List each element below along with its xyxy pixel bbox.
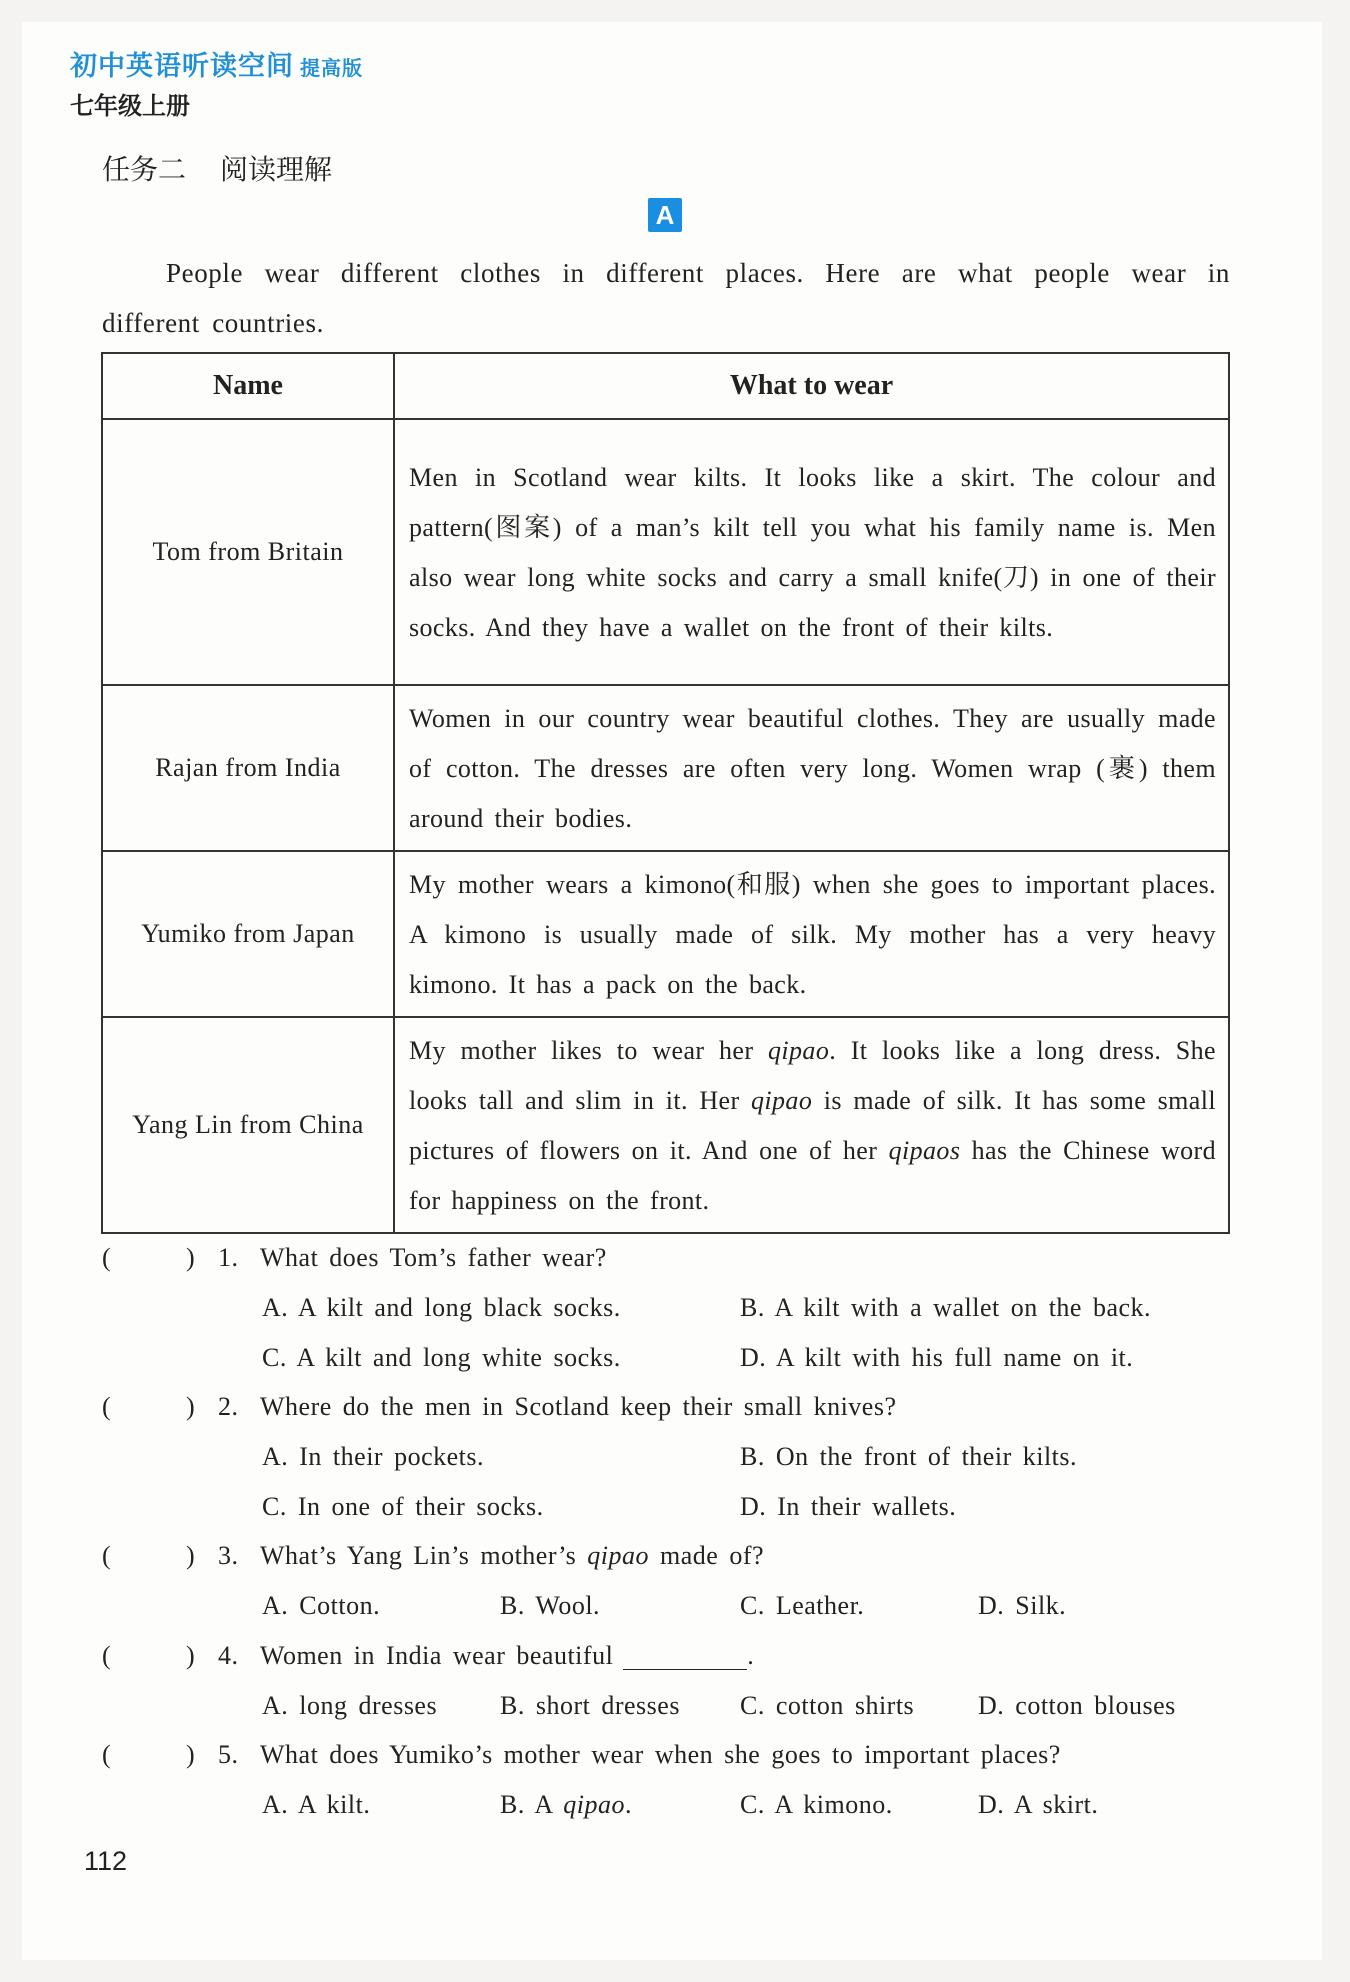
- table-row: [102, 419, 1229, 685]
- answer-bracket-close: ): [186, 1541, 196, 1570]
- option-c: C. In one of their socks.: [262, 1492, 544, 1521]
- table-row: [102, 685, 1229, 851]
- table-header-name: Name: [102, 353, 394, 419]
- answer-bracket-close: ): [186, 1392, 196, 1421]
- intro-paragraph: People wear different clothes in different places. Here are what people wear in different countries.: [102, 258, 1230, 338]
- book-title: [70, 44, 363, 83]
- person-name: Tom from Britain: [102, 419, 394, 685]
- option-c: C. cotton shirts: [740, 1691, 915, 1720]
- option-a: A. Cotton.: [262, 1591, 381, 1620]
- option-part: B. A: [500, 1790, 564, 1819]
- stem-end: .: [747, 1641, 755, 1670]
- option-b: B. On the front of their kilts.: [740, 1442, 1078, 1471]
- option-a: A. A kilt and long black socks.: [262, 1293, 621, 1322]
- question-number: 4.: [218, 1641, 239, 1670]
- passage-label-badge: A: [648, 198, 682, 232]
- option-d: D. Silk.: [978, 1591, 1067, 1620]
- stem-text: Women in India wear beautiful: [260, 1641, 614, 1670]
- answer-blank: [623, 1645, 747, 1670]
- text-part: My mother likes to wear her: [409, 1036, 768, 1065]
- clothing-description: [394, 1017, 1229, 1233]
- question-stem: What does Yumiko’s mother wear when she goes to important places?: [260, 1740, 1061, 1769]
- table-row: [102, 1017, 1229, 1233]
- text-part: has the Chinese word for happiness on the front.: [409, 1136, 1216, 1215]
- question-stem: Where do the men in Scotland keep their small knives?: [260, 1392, 897, 1421]
- stem-part: What’s Yang Lin’s mother’s: [260, 1541, 588, 1570]
- answer-bracket-open: (: [102, 1541, 112, 1570]
- option-d: D. In their wallets.: [740, 1492, 957, 1521]
- answer-bracket-close: ): [186, 1641, 196, 1670]
- stem-part: made of?: [649, 1541, 765, 1570]
- option-c: C. Leather.: [740, 1591, 865, 1620]
- option-d: D. A kilt with his full name on it.: [740, 1343, 1134, 1372]
- answer-bracket-open: (: [102, 1243, 112, 1272]
- option-a: A. A kilt.: [262, 1790, 371, 1819]
- answer-bracket-open: (: [102, 1740, 112, 1769]
- clothing-description: My mother wears a kimono(和服) when she goes to important places. A kimono is usually made of silk. My mother has a very heavy kimono. It has a pack on the back.: [394, 851, 1229, 1017]
- answer-bracket-close: ): [186, 1740, 196, 1769]
- option-a: A. long dresses: [262, 1691, 438, 1720]
- option-b: B. short dresses: [500, 1691, 680, 1720]
- option-c: C. A kilt and long white socks.: [262, 1343, 621, 1372]
- person-name: Rajan from India: [102, 685, 394, 851]
- answer-bracket-open: (: [102, 1641, 112, 1670]
- option-c: C. A kimono.: [740, 1790, 893, 1819]
- page-number: 112: [84, 1846, 128, 1876]
- italic-term: qipao: [768, 1036, 830, 1065]
- question-number: 5.: [218, 1740, 239, 1769]
- book-edition: 提高版: [300, 56, 363, 80]
- question-number: 1.: [218, 1243, 239, 1272]
- option-b: B. Wool.: [500, 1591, 601, 1620]
- italic-term: qipao: [563, 1790, 625, 1819]
- option-b: B. A kilt with a wallet on the back.: [740, 1293, 1152, 1322]
- option-d: D. A skirt.: [978, 1790, 1099, 1819]
- clothes-table: [101, 352, 1230, 1234]
- section-title: [102, 148, 332, 188]
- book-title-text: 初中英语听读空间: [70, 51, 294, 82]
- italic-term: qipaos: [888, 1136, 961, 1165]
- question-number: 2.: [218, 1392, 239, 1421]
- italic-term: qipao: [751, 1086, 813, 1115]
- answer-bracket-open: (: [102, 1392, 112, 1421]
- question-stem: [260, 1541, 764, 1571]
- table-row: [102, 851, 1229, 1017]
- option-b: [500, 1790, 632, 1820]
- person-name: Yumiko from Japan: [102, 851, 394, 1017]
- table-header-what-to-wear: What to wear: [394, 353, 1229, 419]
- question-number: 3.: [218, 1541, 239, 1570]
- option-a: A. In their pockets.: [262, 1442, 485, 1471]
- text-part: is made of silk. It has some small pictures of flowers on it. And one of her: [409, 1086, 1216, 1165]
- section-title-part1: 任务二: [102, 153, 187, 186]
- person-name: Yang Lin from China: [102, 1017, 394, 1233]
- question-stem: What does Tom’s father wear?: [260, 1243, 607, 1272]
- option-d: D. cotton blouses: [978, 1691, 1176, 1720]
- question-stem: [260, 1641, 754, 1671]
- clothing-description: Women in our country wear beautiful clothes. They are usually made of cotton. The dresses are often very long. Women wrap (裹) them around their bodies.: [394, 685, 1229, 851]
- option-part: .: [624, 1790, 632, 1819]
- italic-term: qipao: [587, 1541, 650, 1570]
- table-header-row: [102, 353, 1229, 419]
- section-title-part2: 阅读理解: [220, 153, 333, 186]
- text-part: . It looks like a long dress. She looks tall and slim in it. Her: [409, 1036, 1216, 1115]
- clothing-description: Men in Scotland wear kilts. It looks like a skirt. The colour and pattern(图案) of a man’s kilt tell you what his family name is. Men also wear long white socks and carry a small knife(刀) in one of their socks. And they have a wallet on the front of their kilts.: [394, 419, 1229, 685]
- answer-bracket-close: ): [186, 1243, 196, 1272]
- grade-label: 七年级上册: [70, 92, 190, 120]
